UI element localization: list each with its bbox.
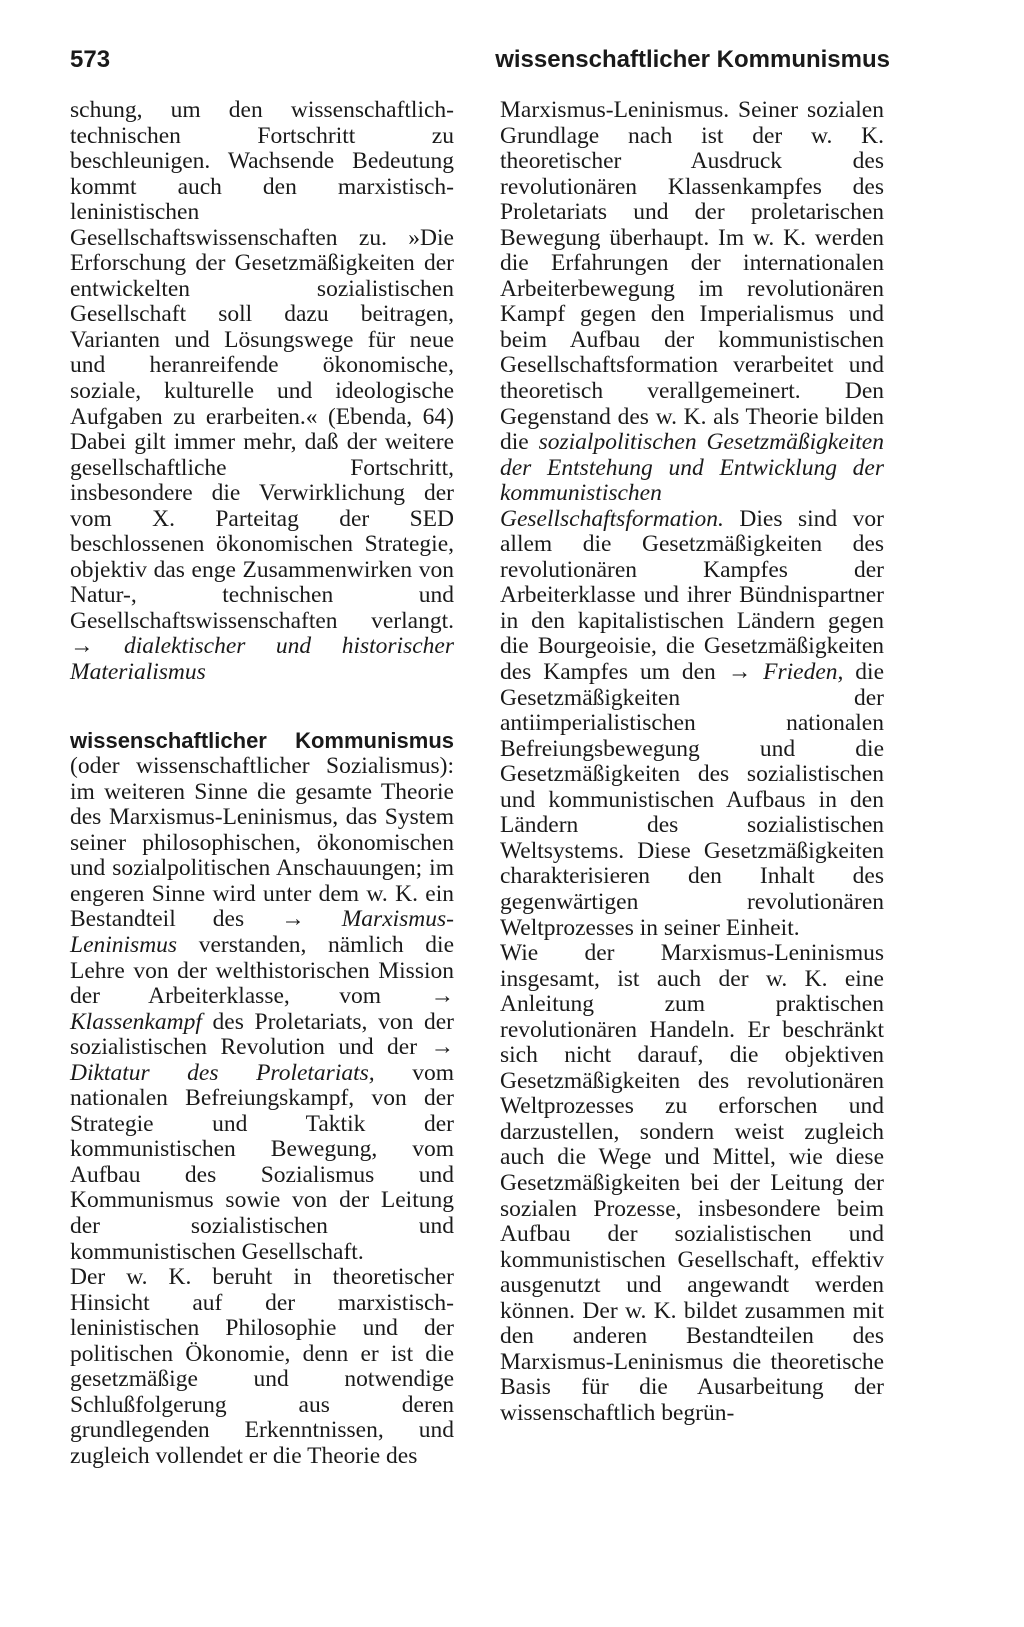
- right-column: [500, 98, 884, 1426]
- entry-text: vom nationalen Befreiungskampf, von der Strategie und Taktik der kommunistischen Bewegung, vom Aufbau des Sozialismus und Kommunismus sowie von der Leitung der sozialistischen und kommunistischen Gesellschaft.: [70, 1059, 454, 1265]
- paragraph: Wie der Marxismus-Leninismus insgesamt, ist auch der w. K. eine Anleitung zum praktischen revolutionären Handeln. Er beschränkt sich nicht darauf, die objektiven Gesetzmäßigkeiten des revolutionären Weltprozesses zu erforschen und darzustellen, sondern weist zugleich auch die Wege und Mittel, wie diese Gesetzmäßigkeiten bei der Leitung der sozialen Prozesse, insbesondere beim Aufbau der sozialistischen und kommunistischen Gesellschaft, effektiv ausgenutzt und angewandt werden können. Der w. K. bildet zusammen mit den anderen Bestandteilen des Marxismus-Leninismus die theoretische Basis für die Ausarbeitung der wissenschaftlich begrün-: [500, 940, 884, 1426]
- entry-text: verstanden, nämlich die Lehre von der welthistorischen Mission der Arbeiterklasse, vom: [70, 931, 454, 1010]
- paragraph-text: Dies sind vor allem die Gesetzmäßigkeiten des revolutionären Kampfes der Arbeiterklasse und ihrer Bündnispartner in den kapitalistischen Ländern gegen die Bourgeoisie, die Gesetzmäßigkeiten des Kampfes um den: [500, 505, 884, 686]
- cross-reference: Marxismus-Leninismus: [70, 906, 455, 958]
- paragraph: Der w. K. beruht in theoretischer Hinsicht auf der marxistisch-leninistischen Philosophie und der politischen Ökonomie, denn er ist die gesetzmäßige und notwendige Schlußfolgerung aus deren grundlegenden Erkenntnissen, und zugleich vollendet er die Theorie des: [70, 1264, 454, 1469]
- entry-lemma: wissenschaftlicher Kommunismus: [70, 727, 454, 753]
- page-header: [70, 46, 890, 78]
- arrow-icon: →: [281, 906, 305, 933]
- cross-reference: dialektischer und historischer Materialismus: [70, 633, 454, 686]
- cross-reference: Klassenkampf: [70, 1008, 202, 1035]
- arrow-icon: →: [727, 659, 752, 686]
- emphasis-text: sozialpolitischen Gesetzmäßigkeiten der Entstehung und Entwicklung der kommunistischen Gesellschaftsformation.: [500, 429, 884, 532]
- paragraph-continuation: [70, 98, 454, 686]
- dictionary-entry: [70, 728, 454, 1265]
- paragraph: [500, 98, 884, 941]
- entry-text: (oder wissenschaftlicher Sozialismus): im weiteren Sinne die gesamte Theorie des Marxismus-Leninismus, das System seiner philosophischen, ökonomischen und sozialpolitischen Anschauungen; im engeren Sinne wird unter dem w. K. ein Bestandteil des: [70, 753, 454, 933]
- paragraph-text: schung, um den wissenschaftlich-technischen Fortschritt zu beschleunigen. Wachsende Bedeutung kommt auch den marxistisch-leninistischen Gesellschaftswissenschaften zu. »Die Erforschung der Gesetzmäßigkeiten der entwickelten sozialistischen Gesellschaft soll dazu beitragen, Varianten und Lösungswege für neue und heranreifende ökonomische, soziale, kulturelle und ideologische Aufgaben zu erarbeiten.« (Ebenda, 64) Dabei gilt immer mehr, daß der weitere gesellschaftliche Fortschritt, insbesondere die Verwirklichung der vom X. Parteitag der SED beschlossenen ökonomischen Strategie, objektiv das enge Zusammenwirken von Natur-, technischen und Gesellschaftswissenschaften verlangt.: [70, 97, 454, 634]
- paragraph-text: die Gesetzmäßigkeiten der antiimperialistischen nationalen Befreiungsbewegung und die Gesetzmäßigkeiten des sozialistischen und kommunistischen Aufbaus in den Ländern des sozialistischen Weltsystems. Diese Gesetzmäßigkeiten charakterisieren den Inhalt des gegenwärtigen revolutionären Weltprozesses in seiner Einheit.: [500, 659, 884, 941]
- cross-reference: Frieden,: [763, 659, 844, 686]
- arrow-icon: →: [430, 983, 454, 1010]
- page-number: 573: [70, 46, 111, 73]
- paragraph-text: Marxismus-Leninismus. Seiner sozialen Grundlage nach ist der w. K. theoretischer Ausdruck des revolutionären Klassenkampfes des Proletariats und der proletarischen Bewegung überhaupt. Im w. K. werden die Erfahrungen der internationalen Arbeiterbewegung im revolutionären Kampf gegen den Imperialismus und beim Aufbau der kommunistischen Gesellschaftsformation verarbeitet und theoretisch verallgemeinert. Den Gegenstand des w. K. als Theorie bilden die: [500, 97, 884, 456]
- arrow-icon: →: [70, 633, 94, 660]
- cross-reference: Diktatur des Proletariats,: [70, 1059, 375, 1086]
- running-head: wissenschaftlicher Kommunismus: [495, 46, 890, 73]
- entry-text: des Proletariats, von der sozialistischen Revolution und der: [70, 1008, 454, 1061]
- arrow-icon: →: [430, 1034, 454, 1061]
- left-column: [70, 98, 454, 1469]
